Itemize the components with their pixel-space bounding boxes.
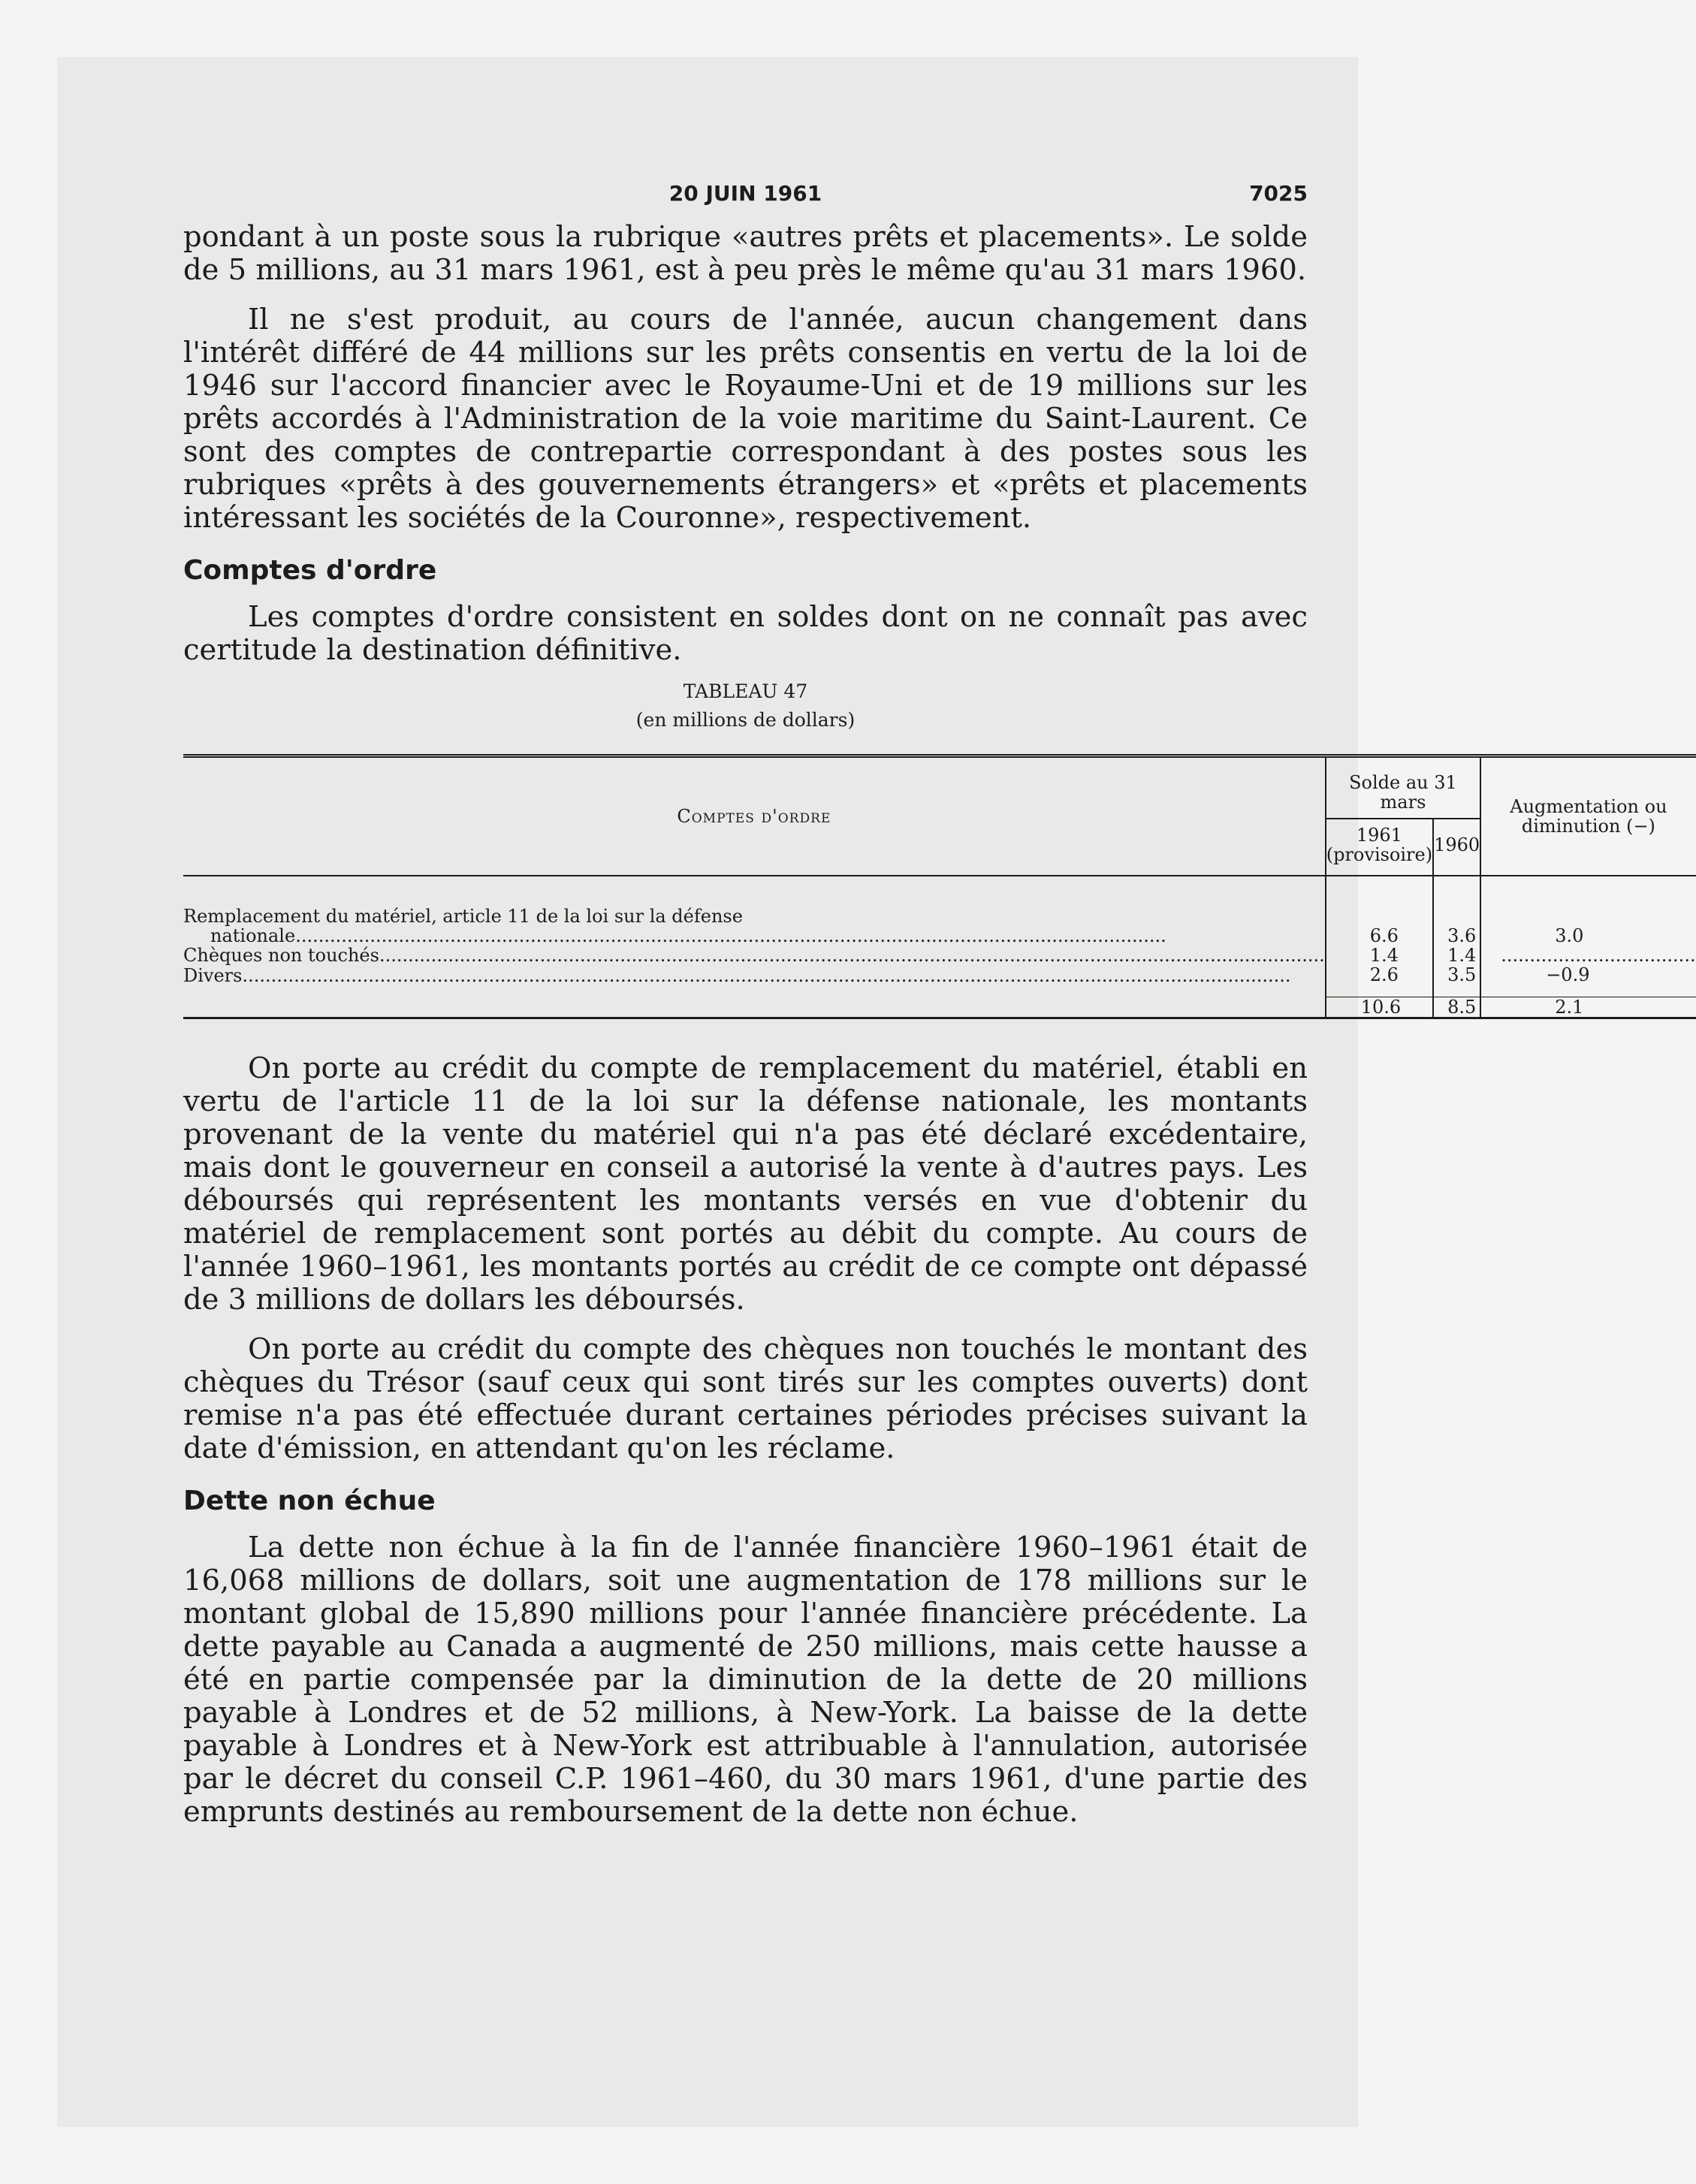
row-value-1960: 1.4: [1433, 946, 1480, 965]
column-header-account: Comptes d'ordre: [183, 756, 1326, 876]
page-number: 7025: [1249, 181, 1308, 206]
table-row: [183, 946, 1696, 965]
table-47: [183, 754, 1696, 1019]
row-value-1960: 3.6: [1433, 876, 1480, 946]
column-header-group: Solde au 31 mars: [1326, 756, 1480, 819]
row-label: Chèques non touchés.....................................................................................................................................................................: [183, 945, 1325, 966]
table-total-row: [183, 997, 1696, 1018]
paragraph-deferred-interest: Il ne s'est produit, au cours de l'année, aucun changement dans l'intérêt différé de 44 millions sur les prêts consentis en vertu de la loi de 1946 sur l'accord financier avec le Royaume-Uni et de 19 millions sur les prêts accordés à l'Administration de la voie maritime du Saint-Laurent. Ce sont des comptes de contrepartie correspondant à des postes sous les rubriques «prêts à des gouvernements étrangers» et «prêts et placements intéressant les sociétés de la Couronne», respectivement.: [183, 303, 1308, 535]
column-header-change: Augmentation ou diminution (−): [1480, 756, 1695, 876]
total-1960: 8.5: [1433, 997, 1480, 1018]
table-subtitle: (en millions de dollars): [635, 709, 856, 731]
total-1961: 10.6: [1326, 997, 1406, 1018]
row-value-change: ..................................: [1480, 946, 1695, 965]
column-header-1961: [1326, 819, 1433, 876]
row-value-change: −0.9: [1480, 965, 1695, 997]
row-label: Divers.......................................................................................................................................................................................: [183, 964, 1291, 986]
table-title: TABLEAU 47: [683, 680, 808, 702]
table-row: [183, 876, 1696, 946]
row-label-line2: nationale........................................................................................................................................................: [210, 925, 1166, 946]
row-value-1961: 2.6: [1326, 965, 1406, 997]
paragraph-continued: pondant à un poste sous la rubrique «autres prêts et placements». Le solde de 5 millions, au 31 mars 1961, est à peu près le même qu'au 31 mars 1960.: [183, 220, 1308, 287]
paragraph-dette-non-echue: La dette non échue à la fin de l'année financière 1960–1961 était de 16,068 millions de dollars, soit une augmentation de 178 millions sur le montant global de 15,890 millions pour l'année financière précédente. La dette payable au Canada a augmenté de 250 millions, mais cette hausse a été en partie compensée par la diminution de la dette de 20 millions payable à Londres et de 52 millions, à New-York. La baisse de la dette payable à Londres et à New-York est attribuable à l'annulation, autorisée par le décret du conseil C.P. 1961–460, du 30 mars 1961, d'une partie des emprunts destinés au remboursement de la dette non échue.: [183, 1531, 1308, 1829]
page-content: [183, 177, 1696, 1829]
section-heading-comptes-ordre: Comptes d'ordre: [183, 555, 437, 586]
column-header-1961-note: (provisoire): [1326, 844, 1433, 865]
paragraph-replacement-account: On porte au crédit du compte de remplacement du matériel, établi en vertu de l'article 11 de la loi sur la défense nationale, les montants provenant de la vente du matériel qui n'a pas été déclaré excédentaire, mais dont le gouverneur en conseil a autorisé la vente à d'autres pays. Les déboursés qui représentent les montants versés en vue d'obtenir du matériel de remplacement sont portés au débit du compte. Au cours de l'année 1960–1961, les montants portés au crédit de ce compte ont dépassé de 3 millions de dollars les déboursés.: [183, 1051, 1308, 1317]
header-date: 20 JUIN 1961: [668, 181, 822, 206]
row-label-line1: Remplacement du matériel, article 11 de la loi sur la défense: [183, 906, 743, 927]
table-caption: [183, 677, 1308, 735]
row-label: [183, 876, 1326, 946]
table-row: [183, 965, 1696, 997]
total-change: 2.1: [1480, 997, 1695, 1018]
column-header-1961-year: 1961: [1356, 825, 1402, 846]
section-heading-dette-non-echue: Dette non échue: [183, 1486, 436, 1516]
paragraph-comptes-ordre-intro: Les comptes d'ordre consistent en soldes dont on ne connaît pas avec certitude la destination définitive.: [183, 600, 1308, 667]
row-value-1961: 6.6: [1326, 876, 1406, 946]
column-header-1960: 1960: [1433, 819, 1480, 876]
running-header: [183, 177, 1308, 207]
scanned-page: [57, 57, 1696, 2127]
row-value-1961: 1.4: [1326, 946, 1406, 965]
row-value-1960: 3.5: [1433, 965, 1480, 997]
row-value-change: 3.0: [1480, 876, 1695, 946]
paragraph-uncashed-cheques: On porte au crédit du compte des chèques non touchés le montant des chèques du Trésor (sauf ceux qui sont tirés sur les comptes ouverts) dont remise n'a pas été effectuée durant certaines périodes précises suivant la date d'émission, en attendant qu'on les réclame.: [183, 1332, 1308, 1465]
